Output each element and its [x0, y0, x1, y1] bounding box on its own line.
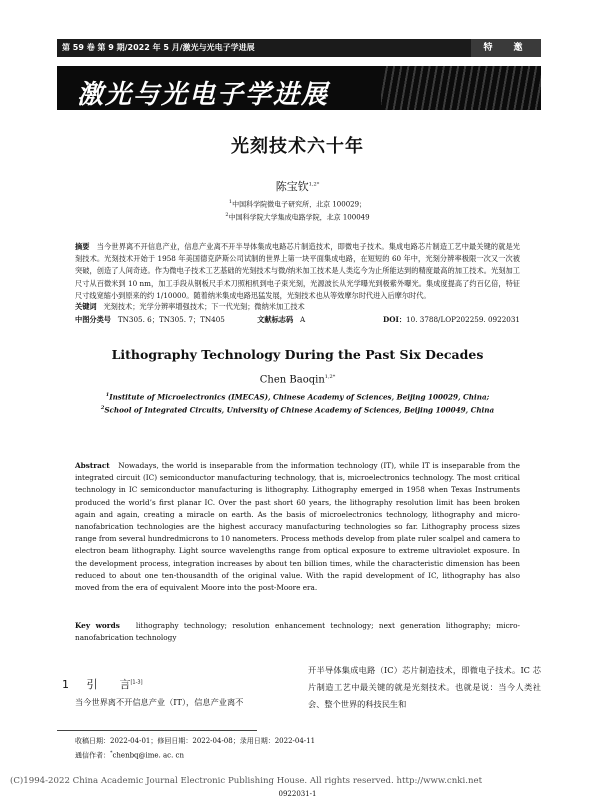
copyright-line: (C)1994-2022 China Academic Journal Electronic Publishing House. All rights reserved. http://www.cnki.net: [10, 776, 483, 786]
abstract-cn: [75, 241, 520, 302]
abstract-cn-label: 摘要: [75, 242, 90, 251]
section-heading-introduction: 1 引 言[1-3]: [62, 678, 143, 691]
page-number: 0922031-1: [278, 790, 317, 798]
author-en: Chen Baoqin$^{1,2*}$: [259, 374, 336, 386]
body-right-column: 开半导体集成电路（IC）芯片制造技术，即微电子技术。IC 芯片制造工艺中最关键的就是光刻技术。也就是说：当今人类社会、整个世界的科技民生和: [308, 665, 541, 709]
abstract-en-label: Abstract: [75, 461, 110, 470]
paper-title-en: Lithography Technology During the Past Six Decades: [111, 347, 484, 362]
footnote-contact: 通信作者：*chenbq@ime. ac. cn: [75, 750, 184, 760]
abstract-en-text: Nowadays, the world is inseparable from the information technology (IT), while IT is inseparable from the integrated circuit (IC) semiconductor manufacturing technology, that is, microelectronics technology. The most critical technology in IC semiconductor manufacturing is lithography. Lithography emerged in 1958 when Texas Instruments produced the world’s first planar IC. Over the past short 60 years, the lithography resolution limit has been broken again and again, creating a miracle on earth. As the basis of microelectronics technology, lithography and micro-nanofabrication technologies are the highest accuracy manufacturing technologies so far. Lithography process sizes range from several hundredmicrons to 10 nanometers. Process methods develop from plate ruler scalpel and camera to electron beam lithography. Light source wavelengths range from optical exposure to extreme ultraviolet exposure. In the development process, integration increases by about ten billion times, while the characteristic dimension has been reduced to about one ten-thousandth of the original value. With the rapid development of IC, lithography has also moved from the era of equivalent Moore into the post-Moore era.: [75, 461, 520, 593]
paper-title-cn: 光刻技术六十年: [231, 136, 364, 157]
special-invitation-tag: 特 邀: [471, 39, 541, 57]
abstract-cn-text: 当今世界离不开信息产业，信息产业离不开半导体集成电路芯片制造技术，即微电子技术。集成电路芯片制造工艺中最关键的就是光刻技术。光刻技术开始于 1958 年美国德克萨斯公司试制的世界上第一块平面集成电路，在短短的 60 年中，光刻分辨率极限一次又一次被突破，创造了人间奇迹。作为微电子技术工艺基础的光刻技术与微/纳米加工技术是人类迄今为止所能达到的精度最高的加工技术。光刻加工尺寸从百微米到 10 nm，加工手段从钢板尺手术刀照相机到电子束光刻，光源波长从光学曝光到极紫外曝光。集成度提高了约百亿倍，特征尺寸线宽缩小到原来的约 1/10000。随着纳米集成电路迅猛发展，光刻技术也从等效摩尔时代进入后摩尔时代。: [75, 242, 520, 300]
body-left-column: 当今世界离不开信息产业（IT），信息产业离不: [75, 697, 244, 707]
journal-banner-title: 激光与光电子学进展: [77, 80, 330, 110]
abstract-en: [75, 460, 520, 594]
journal-header-bar: [57, 39, 541, 57]
keywords-cn: 关键词 光刻技术；光学分辨率增强技术；下一代光刻；微纳米加工技术: [75, 302, 305, 311]
affiliation-en-1: $^1$Institute of Microelectronics (IMECAS), Chinese Academy of Sciences, Beijing 100029, China;: [105, 392, 490, 402]
affiliation-en-2: $^2$School of Integrated Circuits, University of Chinese Academy of Sciences, Beijing 100049, China: [100, 405, 495, 415]
author-cn: 陈宝钦$^{1,2*}$: [275, 180, 320, 193]
doi-value: 10. 3788/LOP202259. 0922031: [406, 315, 520, 324]
classification-line: 中图分类号 TN305. 6；TN305. 7；TN405 文献标志码 A DOI：10. 3788/LOP202259. 0922031: [75, 315, 520, 324]
footnote-divider: [57, 730, 257, 731]
banner-stripe-decoration: [381, 66, 541, 110]
journal-banner: [57, 66, 541, 110]
journal-info: 第 59 卷 第 9 期/2022 年 5 月/激光与光电子学进展: [62, 43, 255, 52]
affiliation-cn-2: $^2$中国科学院大学集成电路学院，北京 100049: [225, 212, 370, 222]
footnote-dates: 收稿日期：2022-04-01；修回日期：2022-04-08；录用日期：2022-04-11: [75, 737, 316, 745]
affiliation-cn-1: $^1$中国科学院微电子研究所，北京 100029；: [228, 199, 367, 209]
keywords-en: Key words lithography technology; resolution enhancement technology; next generation lithography; micro-nanofabrication technology: [75, 621, 521, 643]
